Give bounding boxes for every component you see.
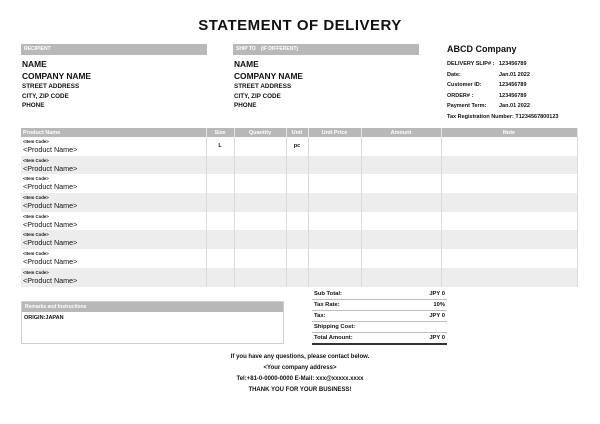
- recipient-city: CITY, ZIP CODE: [22, 92, 69, 100]
- product-cell: [21, 212, 206, 231]
- table-header-row: [21, 128, 577, 137]
- footer-company-address: <Your company address>: [263, 365, 337, 371]
- tax-registration-number: Tax Registration Number: T1234567800123: [447, 113, 559, 120]
- product-name: <Product Name>: [23, 163, 78, 173]
- amount-cell: [361, 156, 441, 175]
- unit-price-cell: [308, 156, 361, 175]
- totals-row-tax-rate: Tax Rate: 10%: [312, 300, 447, 311]
- note-cell: [441, 268, 577, 287]
- info-row-customer-id: Customer ID: 123456789: [447, 82, 527, 88]
- unit-price-cell: [308, 212, 361, 231]
- item-code: <Item Code>: [23, 194, 49, 200]
- note-cell: [441, 230, 577, 249]
- quantity-cell: [234, 212, 286, 231]
- product-cell: [21, 268, 206, 287]
- info-row-order: ORDER# : 123456789: [447, 92, 527, 99]
- remarks-box: [21, 301, 284, 344]
- amount-cell: [361, 268, 441, 287]
- remarks-header: Remarks and Instructions: [22, 302, 283, 312]
- unit-cell: [286, 193, 308, 212]
- recipient-name: NAME: [22, 59, 47, 69]
- col-header-unit-price: Unit Price: [308, 128, 361, 137]
- table-row: [21, 249, 577, 268]
- totals-row-shipping: Shipping Cost:: [312, 322, 447, 333]
- unit-cell: [286, 268, 308, 287]
- product-name: <Product Name>: [23, 200, 78, 210]
- product-name: <Product Name>: [23, 256, 78, 266]
- quantity-cell: [234, 193, 286, 212]
- recipient-company: COMPANY NAME: [22, 71, 92, 81]
- amount-cell: [361, 174, 441, 193]
- table-row: [21, 156, 577, 175]
- amount-cell: [361, 137, 441, 156]
- amount-cell: [361, 230, 441, 249]
- ship-to-street: STREET ADDRESS: [234, 83, 292, 90]
- note-cell: [441, 212, 577, 231]
- product-cell: [21, 156, 206, 175]
- recipient-street: STREET ADDRESS: [22, 83, 80, 90]
- info-row-date: Date: Jan.01 2022: [447, 71, 530, 78]
- footer-thank-you: THANK YOU FOR YOUR BUSINESS!: [248, 387, 352, 393]
- info-row-payment-term: Payment Term: Jan.01 2022: [447, 103, 530, 109]
- totals-row-total-amount: Total Amount: JPY 0: [312, 333, 447, 345]
- col-header-note: Note: [441, 128, 577, 137]
- size-cell: [206, 230, 234, 249]
- product-name: <Product Name>: [23, 275, 78, 285]
- document-title: STATEMENT OF DELIVERY: [198, 17, 402, 34]
- product-cell: [21, 137, 206, 156]
- col-header-product-name: Product Name: [21, 128, 206, 137]
- unit-cell: [286, 212, 308, 231]
- item-code: <Item Code>: [23, 157, 49, 163]
- quantity-cell: [234, 137, 286, 156]
- product-cell: [21, 230, 206, 249]
- note-cell: [441, 249, 577, 268]
- items-table: [21, 128, 578, 287]
- note-cell: [441, 174, 577, 193]
- table-row: [21, 174, 577, 193]
- item-code: <Item Code>: [23, 232, 49, 238]
- remarks-content: ORIGIN:JAPAN: [24, 315, 64, 321]
- totals-row-tax: Tax: JPY 0: [312, 311, 447, 322]
- recipient-block: [21, 44, 207, 111]
- quantity-cell: [234, 174, 286, 193]
- company-name: ABCD Company: [447, 44, 517, 54]
- unit-price-cell: [308, 193, 361, 212]
- ship-to-phone: PHONE: [234, 102, 257, 109]
- product-cell: [21, 174, 206, 193]
- totals-row-subtotal: Sub Total: JPY 0: [312, 289, 447, 300]
- note-cell: [441, 193, 577, 212]
- quantity-cell: [234, 268, 286, 287]
- item-code: <Item Code>: [23, 269, 49, 275]
- unit-cell: pc: [286, 137, 308, 156]
- size-cell: [206, 268, 234, 287]
- totals-block: [312, 289, 447, 345]
- recipient-header: RECIPIENT: [21, 44, 207, 55]
- product-name: <Product Name>: [23, 219, 78, 229]
- size-cell: [206, 156, 234, 175]
- col-header-amount: Amount: [361, 128, 441, 137]
- item-code: <Item Code>: [23, 176, 49, 182]
- ship-to-name: NAME: [234, 59, 259, 69]
- quantity-cell: [234, 249, 286, 268]
- note-cell: [441, 137, 577, 156]
- amount-cell: [361, 212, 441, 231]
- product-cell: [21, 249, 206, 268]
- amount-cell: [361, 249, 441, 268]
- size-cell: [206, 212, 234, 231]
- quantity-cell: [234, 230, 286, 249]
- unit-price-cell: [308, 230, 361, 249]
- table-row: [21, 212, 577, 231]
- unit-cell: [286, 156, 308, 175]
- recipient-phone: PHONE: [22, 102, 45, 109]
- table-row: [21, 268, 577, 287]
- col-header-unit: Unit: [286, 128, 308, 137]
- product-name: <Product Name>: [23, 238, 78, 248]
- unit-price-cell: [308, 268, 361, 287]
- table-row: [21, 230, 577, 249]
- quantity-cell: [234, 156, 286, 175]
- size-cell: L: [206, 137, 234, 156]
- ship-to-header: SHIP TO (IF DIFFERENT): [233, 44, 419, 55]
- info-row-delivery-slip: DELIVERY SLIP# : 123456789: [447, 61, 527, 67]
- ship-to-city: CITY, ZIP CODE: [234, 92, 281, 100]
- company-info: [447, 44, 597, 122]
- col-header-quantity: Quantity: [234, 128, 286, 137]
- unit-price-cell: [308, 249, 361, 268]
- note-cell: [441, 156, 577, 175]
- unit-price-cell: [308, 137, 361, 156]
- col-header-size: Size: [206, 128, 234, 137]
- size-cell: [206, 249, 234, 268]
- ship-to-block: [233, 44, 419, 111]
- item-code: <Item Code>: [23, 213, 49, 219]
- product-name: <Product Name>: [23, 182, 78, 192]
- footer-contact-note: If you have any questions, please contact below.: [230, 354, 370, 360]
- unit-cell: [286, 249, 308, 268]
- amount-cell: [361, 193, 441, 212]
- unit-price-cell: [308, 174, 361, 193]
- product-name: <Product Name>: [23, 144, 78, 154]
- table-row: [21, 137, 577, 156]
- unit-cell: [286, 174, 308, 193]
- size-cell: [206, 174, 234, 193]
- table-row: [21, 193, 577, 212]
- product-cell: [21, 193, 206, 212]
- unit-cell: [286, 230, 308, 249]
- item-code: <Item Code>: [23, 250, 49, 256]
- size-cell: [206, 193, 234, 212]
- ship-to-company: COMPANY NAME: [234, 71, 304, 81]
- item-code: <Item Code>: [23, 138, 49, 144]
- footer-tel-email: Tel:+81-0-0000-0000 E-Mail: xxx@xxxxx.xxxx: [236, 376, 364, 382]
